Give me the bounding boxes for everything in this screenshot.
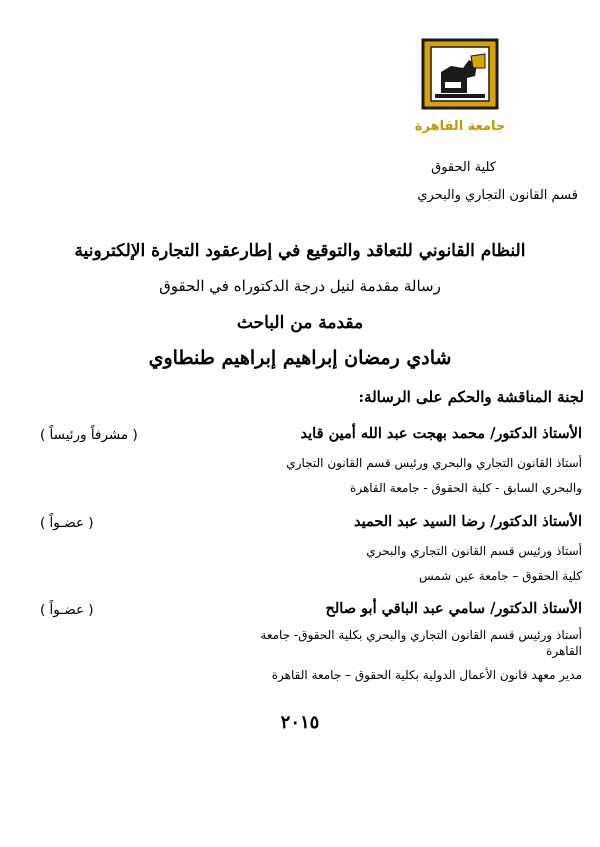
committee-heading: لجنة المناقشة والحكم على الرسالة: [358,388,584,406]
thesis-subtitle: رسالة مقدمة لنيل درجة الدكتوراه في الحقوق [159,277,441,295]
department-name: قسم القانون التجاري والبحري [417,188,578,203]
member-1-desc-line-1: أستاذ القانون التجاري والبحري ورئيس قسم القانون التجاري [286,456,582,470]
year: ٢٠١٥ [280,712,320,733]
presented-by-label: مقدمة من الباحث [236,313,364,333]
logo-text: جامعة القاهرة [414,119,506,134]
member-1-role: ( مشرفاً ورئيساً ) [40,427,138,443]
member-3-desc-line-1: أستاذ ورئيس قسم القانون التجاري والبحري بكلية الحقوق- جامعة [260,628,582,642]
cairo-university-logo [405,38,515,143]
member-2-role: ( عضـواً ) [40,515,94,531]
member-3-desc-line-2: القاهرة [546,644,582,658]
member-1-name: الأستاذ الدكتور/ محمد بهجت عبد الله أمين قايد [300,425,582,442]
member-3-name: الأستاذ الدكتور/ سامي عبد الباقي أبو صالح [325,600,582,617]
member-3-role: ( عضـواً ) [40,602,94,618]
researcher-name: شادي رمضان إبراهيم إبراهيم طنطاوي [148,347,452,369]
member-2-desc-line-1: أستاذ ورئيس قسم القانون التجاري والبحري [366,544,582,558]
faculty-name: كلية الحقوق [431,160,496,175]
member-2-desc-line-2: كلية الحقوق – جامعة عين شمس [418,569,582,583]
member-3-desc-line-3: مدير معهد قانون الأعمال الدولية بكلية الحقوق – جامعة القاهرة [271,668,582,682]
member-2-name: الأستاذ الدكتور/ رضا السيد عبد الحميد [354,513,582,530]
thesis-title: النظام القانوني للتعاقد والتوقيع في إطارعقود التجارة الإلكترونية [74,241,526,261]
member-1-desc-line-2: والبحري السابق - كلية الحقوق - جامعة القاهرة [350,481,582,495]
